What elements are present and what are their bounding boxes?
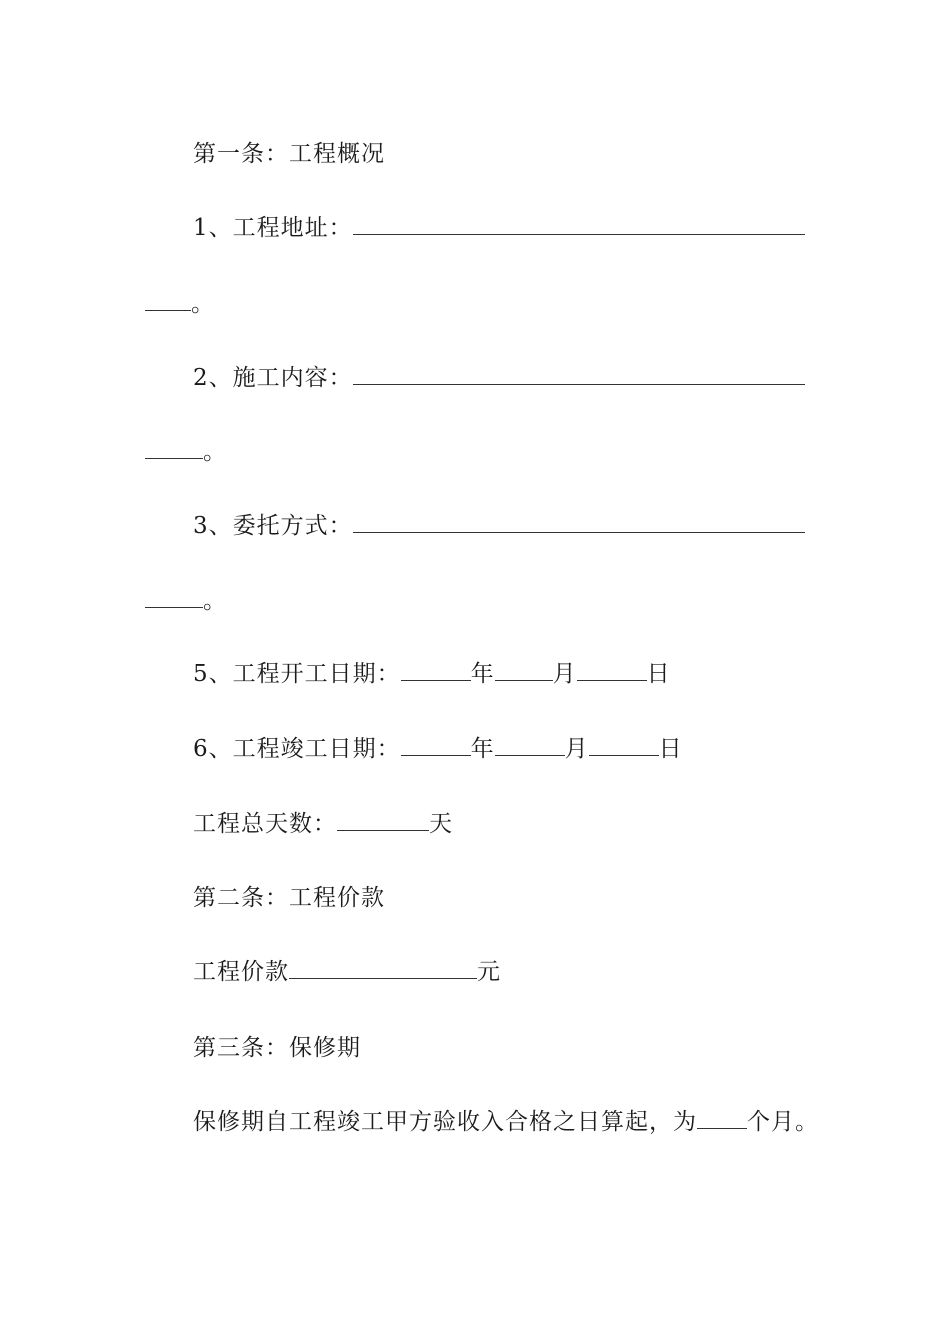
warranty-row xyxy=(193,1107,819,1137)
content-row xyxy=(193,363,805,393)
content-blank-cont[interactable] xyxy=(145,438,203,459)
content-end-mark: 。 xyxy=(203,439,227,465)
address-blank[interactable] xyxy=(353,214,805,235)
start-day-unit: 日 xyxy=(646,661,671,687)
end-year-blank[interactable] xyxy=(401,735,471,756)
start-year-blank[interactable] xyxy=(401,660,471,681)
address-end-mark: 。 xyxy=(191,291,215,317)
warranty-text-after: 个月。 xyxy=(747,1109,819,1135)
price-unit: 元 xyxy=(477,959,501,985)
start-day-blank[interactable] xyxy=(577,660,647,681)
entrust-blank-cont[interactable] xyxy=(145,587,203,608)
total-days-blank[interactable] xyxy=(337,810,429,831)
start-date-label: 5、工程开工日期： xyxy=(193,661,401,687)
content-label: 2、施工内容： xyxy=(193,365,353,391)
address-label: 1、工程地址： xyxy=(193,215,353,241)
price-row xyxy=(193,957,501,987)
end-month-unit: 月 xyxy=(564,736,589,762)
section-2-title: 第二条：工程价款 xyxy=(193,885,385,911)
entrust-row-cont xyxy=(145,586,227,616)
address-blank-cont[interactable] xyxy=(145,290,191,311)
entrust-end-mark: 。 xyxy=(203,588,227,614)
price-blank[interactable] xyxy=(289,958,477,979)
total-days-row xyxy=(193,809,453,839)
start-month-unit: 月 xyxy=(552,661,577,687)
warranty-months-blank[interactable] xyxy=(697,1108,747,1129)
entrust-label: 3、委托方式： xyxy=(193,513,353,539)
section-3-title: 第三条：保修期 xyxy=(193,1035,361,1061)
start-year-unit: 年 xyxy=(470,661,495,687)
end-month-blank[interactable] xyxy=(495,735,565,756)
end-year-unit: 年 xyxy=(470,736,495,762)
total-days-label: 工程总天数： xyxy=(193,811,337,837)
content-blank[interactable] xyxy=(353,364,805,385)
end-day-blank[interactable] xyxy=(589,735,659,756)
address-row xyxy=(193,213,805,243)
end-day-unit: 日 xyxy=(658,736,683,762)
end-date-label: 6、工程竣工日期： xyxy=(193,736,401,762)
entrust-row xyxy=(193,511,805,541)
address-row-cont xyxy=(145,289,215,319)
section-1-title: 第一条：工程概况 xyxy=(193,141,385,167)
start-month-blank[interactable] xyxy=(495,660,553,681)
price-label: 工程价款 xyxy=(193,959,289,985)
entrust-blank[interactable] xyxy=(353,512,805,533)
content-row-cont xyxy=(145,437,227,467)
total-days-unit: 天 xyxy=(429,811,453,837)
warranty-text-before: 保修期自工程竣工甲方验收入合格之日算起，为 xyxy=(193,1109,697,1135)
start-date-row xyxy=(193,659,671,689)
end-date-row xyxy=(193,734,683,764)
